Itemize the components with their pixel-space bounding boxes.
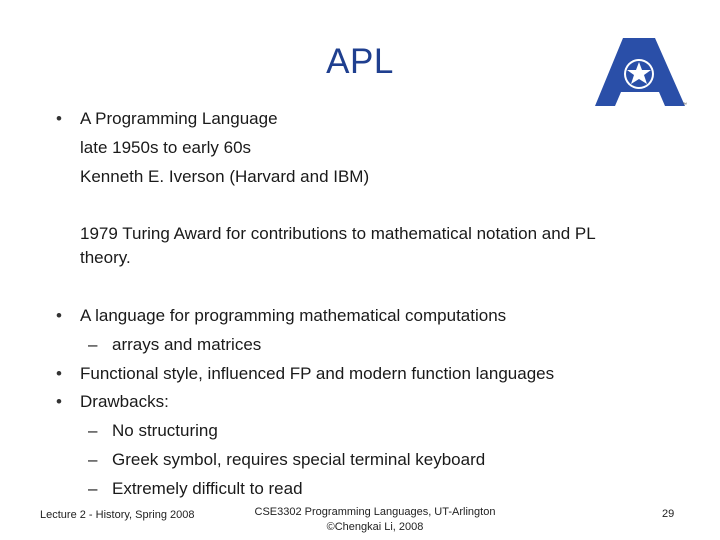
dash-icon: – (88, 421, 98, 440)
bullet-icon: • (56, 392, 62, 411)
bullet-icon: • (56, 364, 62, 383)
dash-icon: – (88, 335, 98, 354)
logo-trademark: ™ (682, 102, 687, 108)
bullet-4-sub-2: Greek symbol, requires special terminal keyboard (112, 450, 486, 469)
bullet-icon: • (56, 109, 62, 128)
dash-icon: – (88, 479, 98, 498)
slide-title: APL (326, 42, 394, 81)
bullet-4-text: Drawbacks: (80, 392, 169, 411)
dash-icon: – (88, 450, 98, 469)
footer-course-line-1: CSE3302 Programming Languages, UT-Arlington (254, 506, 496, 518)
bullet-1-line-3: Kenneth E. Iverson (Harvard and IBM) (80, 167, 370, 186)
ut-arlington-logo (585, 34, 693, 112)
bullet-4-sub-3: Extremely difficult to read (112, 479, 303, 498)
footer-lecture: Lecture 2 - History, Spring 2008 (40, 509, 195, 521)
bullet-1-text: A Programming Language (80, 109, 278, 128)
bullet-2-text: A language for programming mathematical computations (80, 306, 507, 325)
bullet-1-line-4: 1979 Turing Award for contributions to mathematical notation and PL (80, 224, 596, 243)
bullet-2-sub-1: arrays and matrices (112, 335, 262, 354)
bullet-3-text: Functional style, influenced FP and modern function languages (80, 364, 555, 383)
footer-course-line-2: ©Chengkai Li, 2008 (326, 521, 424, 533)
page-number: 29 (662, 508, 675, 520)
footer-course (240, 505, 510, 535)
bullet-icon: • (56, 306, 62, 325)
bullet-1-line-5: theory. (80, 248, 131, 267)
bullet-1-line-2: late 1950s to early 60s (80, 138, 252, 157)
bullet-4-sub-1: No structuring (112, 421, 218, 440)
